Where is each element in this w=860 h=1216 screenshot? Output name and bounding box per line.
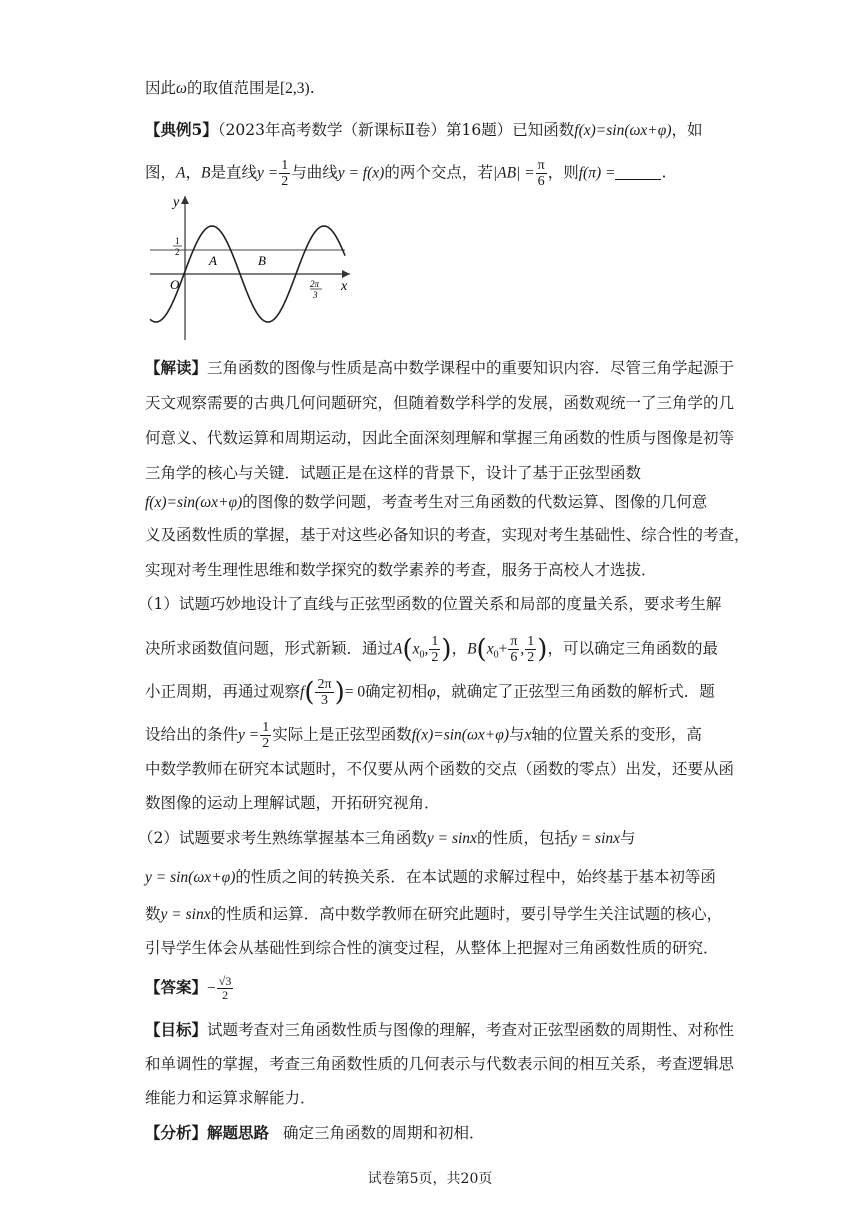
point-b-label: B bbox=[258, 253, 266, 268]
analysis-line: 【分析】解题思路 确定三角函数的周期和初相． bbox=[145, 1123, 485, 1142]
p1-line-6: 数图像的运动上理解试题，开拓研究视角． bbox=[145, 794, 440, 812]
jiedu-line-4: 三角学的核心与关键．试题正是在这样的背景下，设计了基于正弦型函数 bbox=[145, 464, 642, 482]
fraction-pi-over-six: $\frac{\pi}{6}$ bbox=[537, 158, 545, 189]
origin-label: O bbox=[170, 277, 180, 292]
p1-line-5: 中数学教师在研究本试题时，不仅要从两个函数的交点（函数的零点）出发，还要从函 bbox=[145, 760, 735, 778]
p2-line-2: y = sin(ωx+φ)的性质之间的转换关系．在本试题的求解过程中，始终基于基本初等函 bbox=[145, 868, 716, 886]
p1-line-3: 小正周期，再通过观察f( $\frac{2\pi}{3}$ )= 0确定初相φ，就确定了正弦型三角函数的解析式．题 bbox=[145, 677, 715, 708]
p2-line-1: （2）试题要求考生熟练掌握基本三角函数y = sinx的性质，包括y = sinx与 bbox=[138, 829, 636, 847]
tick-den: 3 bbox=[313, 290, 318, 300]
example-label: 【典例5】 bbox=[145, 120, 218, 139]
example-line-2: 图，A，B是直线y = $\frac{1}{2}$ 与曲线y = f(x)的两个交点，若|AB| = $\frac{\pi}{6}$ ，则f(π) = . bbox=[145, 158, 667, 189]
x-axis-label: x bbox=[341, 279, 348, 294]
sine-graph-figure bbox=[145, 192, 355, 342]
jiedu-line-6: 义及函数性质的掌握，基于对这些必备知识的考查，实现对考生基础性、综合性的考查， bbox=[145, 526, 750, 544]
p1-line-1: （1）试题巧妙地设计了直线与正弦型函数的位置关系和局部的度量关系，要求考生解 bbox=[138, 595, 722, 613]
answer-blank bbox=[615, 165, 661, 180]
half-den: 2 bbox=[175, 247, 180, 257]
target-line-1: 【目标】试题考查对三角函数性质与图像的理解，考查对正弦型函数的周期性、对称性 bbox=[145, 1020, 735, 1039]
half-num: 1 bbox=[175, 236, 180, 246]
target-line-3: 维能力和运算求解能力． bbox=[145, 1089, 316, 1107]
jiedu-line-2: 天文观察需要的古典几何问题研究，但随着数学科学的发展，函数观统一了三角学的几 bbox=[145, 394, 735, 412]
p1-line-4: 设给出的条件y = $\frac{1}{2}$ 实际上是正弦型函数f(x)=sin(ωx+φ)与x轴的位置关系的变形，高 bbox=[145, 720, 702, 751]
point-a-label: A bbox=[209, 253, 217, 268]
header-line: 因此ω的取值范围是[2,3). bbox=[145, 79, 315, 97]
fraction-one-half: $\frac{1}{2}$ bbox=[281, 158, 289, 189]
tick-num: 2π bbox=[310, 279, 320, 289]
answer-line: 【答案】− $\frac{√3}{2}$ bbox=[145, 974, 232, 1002]
jiedu-line-3: 何意义、代数运算和周期运动，因此全面深刻理解和掌握三角函数的性质与图像是初等 bbox=[145, 429, 735, 447]
jiedu-line-1: 【解读】三角函数的图像与性质是高中数学课程中的重要知识内容．尽管三角学起源于 bbox=[145, 358, 735, 377]
p2-line-3: 数y = sinx的性质和运算．高中数学教师在研究此题时，要引导学生关注试题的核心， bbox=[145, 905, 723, 923]
p1-line-2: 决所求函数值问题，形式新颖．通过$A(x_0$, $\frac{1}{2}$ )，$B(x_0+$ $\frac{\pi}{6}$ , $\frac{1}{2}$ )，可以确定三角函数的最 bbox=[145, 634, 718, 665]
y-axis-label: y bbox=[173, 195, 180, 210]
page-footer: 试卷第5页，共20页 bbox=[367, 1171, 493, 1187]
answer-label: 【答案】 bbox=[145, 977, 208, 997]
jiedu-line-5: f(x)=sin(ωx+φ)的图像的数学问题，考查考生对三角函数的代数运算、图像的几何意 bbox=[145, 493, 708, 511]
jiedu-line-7: 实现对考生理性思维和数学探究的数学素养的考查，服务于高校人才选拔． bbox=[145, 561, 657, 579]
answer-fraction: $\frac{√3}{2}$ bbox=[218, 974, 232, 1002]
target-line-2: 和单调性的掌握，考查三角函数性质的几何表示与代数表示间的相互关系，考查逻辑思 bbox=[145, 1055, 735, 1073]
example-line-1: 【典例5】（2023年高考数学（新课标Ⅱ卷）第16题）已知函数f(x)=sin(ωx+φ)，如 bbox=[145, 120, 703, 139]
p2-line-4: 引导学生体会从基础性到综合性的演变过程，从整体上把握对三角函数性质的研究． bbox=[145, 939, 719, 957]
